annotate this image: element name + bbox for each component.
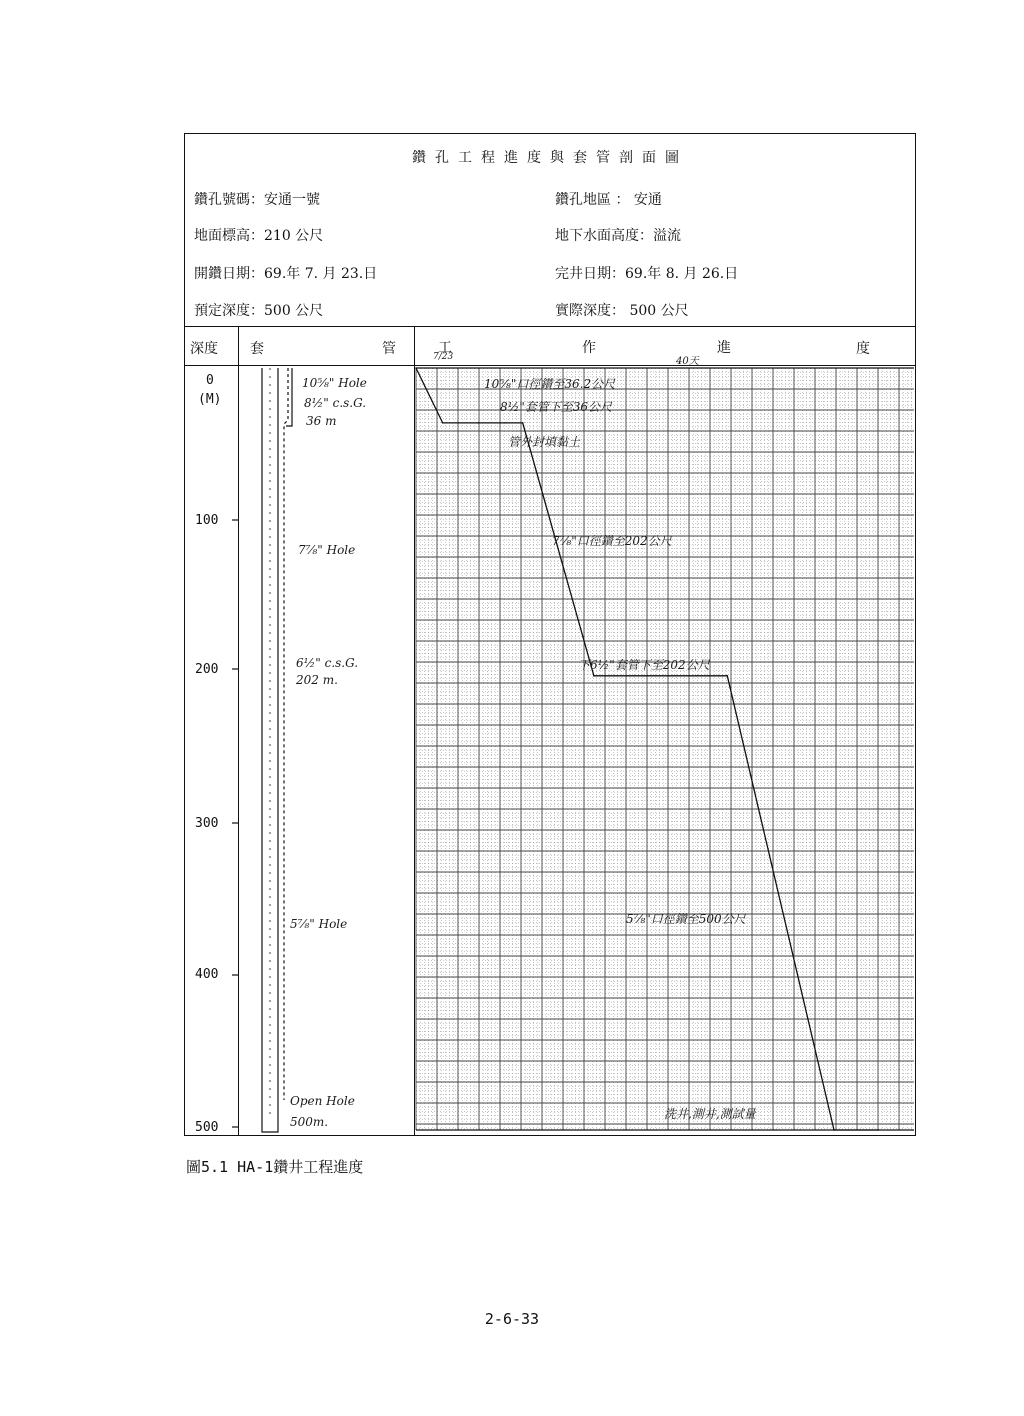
progress-point — [477, 422, 479, 424]
borehole-number: 鑽孔號碼：安通一號 — [194, 192, 320, 208]
hole-1-label: 10⅝" Hole — [302, 376, 367, 390]
chart-annotation: 8½"套管下至36公尺 — [500, 400, 613, 415]
water-level: 地下水面高度：溢流 — [555, 228, 681, 244]
page-number: 2-6-33 — [484, 1310, 540, 1328]
hole-4-label: Open Hole — [290, 1094, 355, 1108]
y-tick-label-100: 100 — [195, 513, 219, 528]
chart-annotation: 7⅞"口徑鑽至202公尺 — [552, 534, 672, 549]
chart-annotation: 10⅝"口徑鑽至36.2公尺 — [484, 377, 616, 392]
hole-2-label: 7⅞" Hole — [298, 543, 356, 557]
y-tick-label-200: 200 — [195, 662, 219, 677]
progress-header-char-1: 工 — [438, 340, 452, 356]
chart-annotation: 洗井,測井,測試量 — [664, 1107, 756, 1122]
progress-point — [878, 1129, 880, 1131]
casing-column-header-left: 套 — [250, 341, 264, 357]
progress-point — [522, 422, 524, 424]
progress-header-char-3: 進 — [717, 340, 731, 356]
y-axis-unit: (M) — [198, 392, 222, 407]
hole-3-label: 5⅞" Hole — [290, 917, 348, 931]
y-tick-label-500: 500 — [195, 1120, 219, 1135]
ground-elevation: 地面標高：210 公尺 — [194, 228, 324, 244]
chart-annotation: 5⅞"口徑鑽至500公尺 — [626, 912, 746, 927]
progress-point — [442, 422, 444, 424]
casing-2-depth-label: 202 m. — [296, 673, 338, 687]
casing-1-depth-label: 36 m — [306, 414, 337, 428]
borehole-area: 鑽孔地區 ： 安通 — [555, 192, 662, 208]
progress-point — [593, 675, 595, 677]
progress-point — [726, 675, 728, 677]
y-tick-label-300: 300 — [195, 816, 219, 831]
progress-header-char-4: 度 — [856, 341, 870, 357]
progress-point — [504, 422, 506, 424]
progress-header-char-2: 作 — [582, 340, 596, 356]
hole-4-depth-label: 500m. — [290, 1115, 329, 1129]
chart-annotation: 管外封填黏土 — [508, 435, 581, 450]
chart-annotation: 下6½"套管下至202公尺 — [578, 657, 710, 672]
day-40-mark: 40天 — [676, 356, 699, 367]
actual-depth: 實際深度： 500 公尺 — [555, 303, 689, 319]
casing-column-header-right: 管 — [382, 341, 396, 357]
progress-point — [833, 1129, 835, 1131]
casing-1-label: 8½" c.s.G. — [304, 396, 367, 410]
chart-grid-minor — [416, 368, 914, 1130]
depth-column-header: 深度 — [190, 341, 218, 357]
casing-2-label: 6½" c.s.G. — [296, 656, 359, 670]
chart-grid-major — [416, 368, 914, 1130]
end-date: 完井日期：69.年 8. 月 26.日 — [555, 266, 739, 282]
y-tick-label-0: 0 — [206, 373, 214, 388]
chart-title: 鑽孔工程進度與套管剖面圖 — [412, 150, 688, 166]
progress-point — [415, 367, 417, 369]
start-date-mark: 7/23 — [433, 352, 454, 362]
figure-caption: 圖5.1 HA-1鑽井工程進度 — [186, 1158, 364, 1176]
start-date: 開鑽日期：69.年 7. 月 23.日 — [194, 266, 378, 282]
y-tick-label-400: 400 — [195, 967, 219, 982]
planned-depth: 預定深度：500 公尺 — [194, 303, 324, 319]
